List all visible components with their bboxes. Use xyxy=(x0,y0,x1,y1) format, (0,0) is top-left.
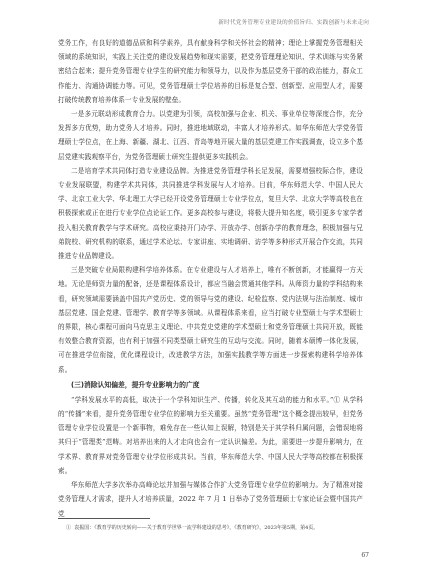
main-text xyxy=(58,36,363,521)
footnote-marker: ① xyxy=(66,525,72,531)
paragraph: 党务工作，有良好的道德品质和科学素养，具有献身科学和关怀社会的精神；理论上掌握党务管理相关领域的系统知识，实践上关注党的建设发展趋势和现实需要，把党务管理理论知识、学术训练与实务紧密结合起来；提升党务管理专业学生的研究能力和领导力，以及作为基层党务干部的政治能力，群众工作能力、沟通协调能力等。可见，党务管理硕士学位培养的目标是复合型、创新型、应用型人才，需要打破传统教育培养体系一专业发展的壁垒。 xyxy=(58,39,363,104)
paragraph: 一是多元联动形成教育合力。以党建为引领，高校加强与企业、机关、事业单位等深度合作，充分发挥多方优势，助力党务人才培养。同时，推进地域联动，丰富人才培养形式。如华东师范大学党务管理硕士学位点，在上海、新疆、湖北、江西、青岛等地开展大量的基层党建工作实践调查，设立多个基层党建实践观察平台，为党务管理硕士研究生提供更多实践机会。 xyxy=(58,110,363,161)
running-header: 新时代党务管理专业建设的价值旨归、实践创新与未来走向 xyxy=(218,20,369,26)
section-heading: (三)消除认知偏差，提升专业影响力的广度 xyxy=(71,380,200,389)
paragraph: 华东师范大学多次举办高峰论坛并加强与媒体合作扩大党务管理专业学位的影响力。为了精准对接党务管理人才需求，提升人才培养质量，2022 年 7 月 1 日举办了党务管理硕士专家论证会暨中国共产党 xyxy=(58,481,363,518)
footnote-text: 袁振国：《教育学的历史转向——关于教育学世界一流学科建设的思考》，《教育研究》，2023年第5期，第4页。 xyxy=(74,525,319,531)
page-number: 67 xyxy=(361,552,369,559)
paragraph: “学科发展水平的高低，取决于一个学科知识生产、传播，转化及其互动的能力和水平。”① 从学科的“传播”来看，提升党务管理专业学位的影响力至关重要。虽然“党务管理”这个概念提出较早，但党务管理专业学位设置是一个新事物，难免存在一些认知上误解，特别是关于其学科归属问题，会错误地将其归于“管理类”范畴。对培养出来的人才走向也会有一定认识偏差。为此，需要进一步提升影响力，在学术界、教育界对党务管理专业学位形成共识。当前，华东师范大学、中国人民大学等高校都在积极探索。 xyxy=(58,395,363,475)
footnote-divider xyxy=(58,518,150,519)
paragraph: 三是突破专业局限构建科学培养体系。在专业建设与人才培养上，唯有不断创新，才能赢得一方天地。无论是师资力量的配备，还是课程体系设计，都应当融会贯通其他学科。从师资力量的学科结构来看，研究领域需要涵盖中国共产党历史、党的领导与党的建设、纪检监察、党内法规与法治制度、城市基层党建、国企党建、管理学、教育学等多领域。从课程体系来看，应当打破专业型硕士与学术型硕士的界限，核心课程可面向马克思主义理论、中共党史党建的学术型硕士和党务管理硕士共同开放，既能有效整合教育资源，也有利于加强不同类型硕士研究生的互动与交流。同时，随着本硕博一体化发展，可在推进学位衔接，优化课程设计，改进教学方法，加强实践教学等方面进一步探索构建科学培养体系。 xyxy=(58,266,363,374)
footnote xyxy=(66,525,366,532)
paragraph: 二是培育学术共同体打造专业建设品牌。为推进党务管理学科长足发展，需要增强校际合作，建设专业发展联盟，构建学术共同体，共同推进学科发展与人才培养。目前，华东师范大学、中国人民大学、北京工业大学、华北理工大学已经开设党务管理硕士专业学位点，复旦大学、北京大学等高校也在积极探索或正在进行专业学位点论证工作。更多高校参与建设，将极大提升知名度，吸引更多专家学者投入相关教育教学与学术研究。高校应秉持开门办学、开放办学、创新办学的教育理念，积极加强与兄弟院校、研究机构的联系，通过学术论坛、专家讲座、实地调研、访学等多种形式开展合作交流，共同推进专业品牌建设。 xyxy=(58,166,363,261)
